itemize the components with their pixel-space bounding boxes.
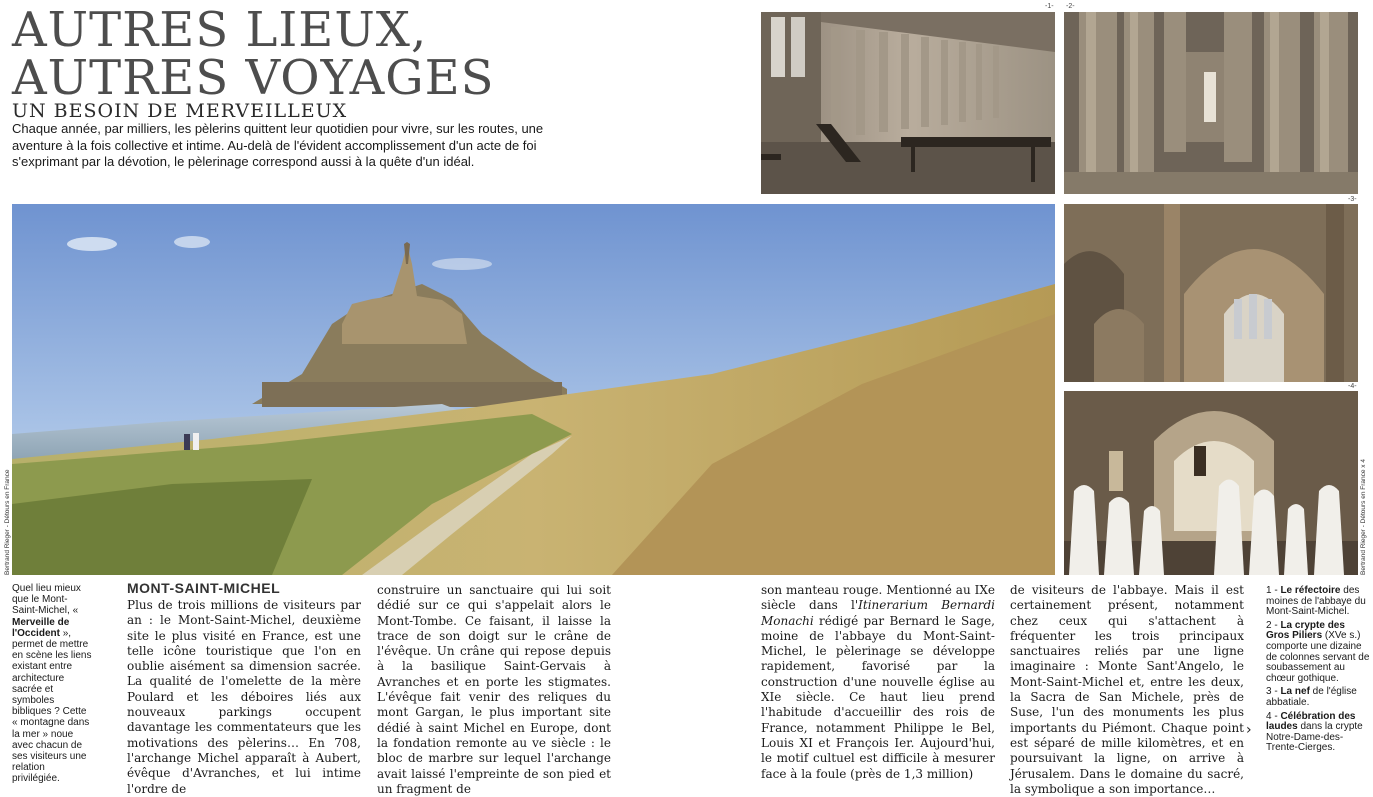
refectory-image xyxy=(761,12,1055,194)
caption-1: 1 - Le réfectoire des moines de l'abbaye du Mont-Saint-Michel. xyxy=(1266,585,1366,618)
photo-lauds-celebration xyxy=(1064,391,1358,575)
photo-number-2: -2- xyxy=(1066,3,1075,10)
article-column-3-part1: son manteau rouge. Mentionné au IXe siècle dans l' xyxy=(761,583,995,613)
article-column-3-italic: Itinerarium Bernardi Monachi xyxy=(761,598,995,628)
article-column-3-part2: rédigé par Bernard le Sage, moine de l'abbaye du Mont-Saint-Michel, le pèlerinage se développe rapidement, favorisé par la construction d'une nouvelle église au XIe siècle. Ce haut lieu prend l'habitude d'accueillir des rois de France, notamment Philippe le Bel, Louis XI et François Ier. Aujourd'hui, le motif cultuel est difficile à mesurer face à la foule (près de 1,3 million) xyxy=(761,613,995,781)
intro-paragraph: Chaque année, par milliers, les pèlerins quittent leur quotidien pour vivre, sur les routes, une aventure à la fois collective et intime. Au-delà de l'évident accomplissement d'un acte de foi s'exprimant par la dévotion, le pèlerinage correspond aussi à la quête d'un idéal. xyxy=(12,121,544,169)
article-column-3 xyxy=(761,583,995,782)
photo-captions xyxy=(1266,586,1370,757)
title-line-2: AUTRES VOYAGES xyxy=(12,50,495,106)
sidebar-text xyxy=(12,583,92,785)
title-line-1: AUTRES LIEUX, xyxy=(12,2,428,58)
sidebar-text-part2: », permet de mettre en scène les liens existant entre architecture sacrée et symboles bibliques ? Cette « montagne dans la mer » noue avec chacun de ses visiteurs une relation privilégiée. xyxy=(12,627,92,785)
article-column-2: construire un sanctuaire qui lui soit dédié sur ce qui s'appelait alors le Mont-Tombe. Ce faisant, il laisse la trace de son doigt sur le crâne de l'évêque. Un crâne qui repose depuis à la basilique Saint-Gervais à Avranches et en porte les stigmates. L'évêque fait venir des reliques du mont Gargan, le plus important site dédié à saint Michel en Europe, dont la fondation remonte au ve siècle : le bloc de marbre sur lequel l'archange avait laissé l'empreinte de son pied et un fragment de xyxy=(377,583,611,796)
sidebar-text-bold: Merveille de l'Occident xyxy=(12,616,70,639)
photo-credit-right: Bertrand Rieger - Détours en France x 4 xyxy=(1360,459,1367,575)
crypt-columns-image xyxy=(1064,12,1358,194)
section-subtitle: UN BESOIN DE MERVEILLEUX xyxy=(12,100,348,122)
photo-number-4: -4- xyxy=(1348,383,1357,390)
photo-mont-saint-michel xyxy=(12,204,1055,575)
article-column-1: Plus de trois millions de visiteurs par an : le Mont-Saint-Michel, deuxième site le plus visité en France, est une telle icône touristique que l'on en oublie aisément sa dimension sacrée. La qualité de l'omelette de la mère Poulard et les déboires liés aux nouveaux parkings occupent davantage les commentateurs que les motivations des pèlerins… En 708, l'archange Michel apparaît à Aubert, évêque d'Avranches, et lui intime l'ordre de xyxy=(127,598,361,796)
abbey-nave-image xyxy=(1064,204,1358,382)
article-column-4: de visiteurs de l'abbaye. Mais il est certainement présent, notamment chez ceux qui s'attachent à fréquenter les trois principaux sanctuaires reliés par une ligne imaginaire : Monte Sant'Angelo, le Mont-Saint-Michel et, entre les deux, la Sacra de San Michele, près de Suse, l'un des monuments les plus importants du Piémont. Chaque point est séparé de mille kilomètres, et en poursuivant la ligne, on arrive à Jérusalem. Dans le domaine du sacré, la symbolique a son importance… xyxy=(1010,583,1244,796)
photo-refectory xyxy=(761,12,1055,194)
caption-4: 4 - Célébration des laudes dans la crypte Notre-Dame-des-Trente-Cierges. xyxy=(1266,710,1363,754)
mont-saint-michel-panorama xyxy=(12,204,1055,575)
caption-2: 2 - La crypte des Gros Piliers (XVe s.) comporte une dizaine de colonnes servant de soubassement au chœur gothique. xyxy=(1266,619,1370,684)
page-title xyxy=(12,2,495,106)
article-heading: MONT-SAINT-MICHEL xyxy=(127,580,281,596)
caption-3: 3 - La nef de l'église abbatiale. xyxy=(1266,686,1357,708)
lauds-celebration-image xyxy=(1064,391,1358,575)
photo-number-3: -3- xyxy=(1348,196,1357,203)
photo-crypt-columns xyxy=(1064,12,1358,194)
photo-credit-left: Bertrand Rieger - Détours en France xyxy=(4,469,11,575)
sidebar-text-part1: Quel lieu mieux que le Mont-Saint-Michel, « xyxy=(12,583,81,617)
continue-arrow-icon[interactable]: › xyxy=(1246,722,1252,738)
photo-abbey-nave xyxy=(1064,204,1358,382)
photo-number-1: -1- xyxy=(1045,3,1054,10)
